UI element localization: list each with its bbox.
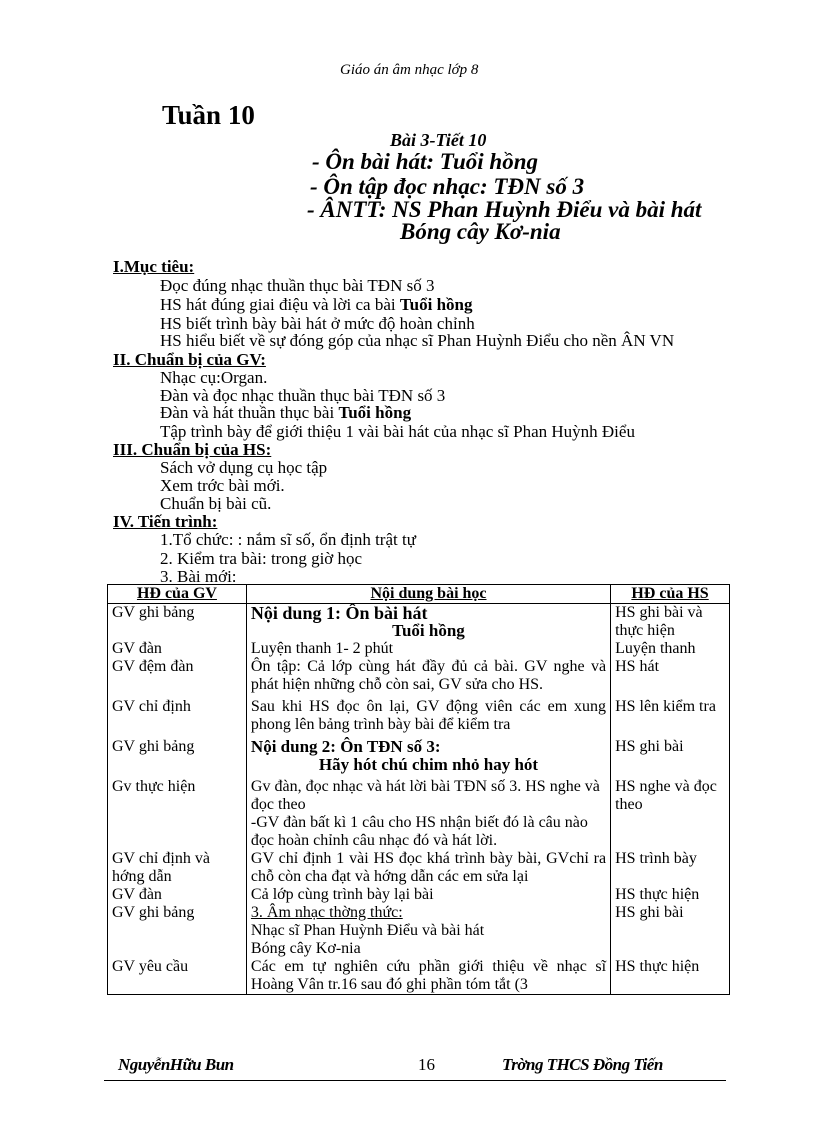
footer-school: Trờng THCS Đồng Tiến: [502, 1055, 663, 1074]
page-header: Giáo án âm nhạc lớp 8: [340, 62, 479, 78]
teacher-prep-item: Đàn và đọc nhạc thuần thục bài TĐN số 3: [160, 386, 446, 405]
section-objectives-title: I.Mục tiêu:: [113, 257, 195, 276]
table-row: [108, 694, 730, 734]
lesson-content: Luyện thanh 1- 2 phút: [246, 640, 610, 658]
table-row: [108, 658, 730, 694]
lesson-content: Gv đàn, đọc nhạc và hát lời bài TĐN số 3. HS nghe và đọc theo -GV đàn bất kì 1 câu cho HS nhận biết đó là câu nào đọc hoàn chỉnh câu nhạc đó và hát lời.: [246, 774, 610, 850]
student-activity: HS trình bày: [611, 850, 730, 886]
section-student-prep-title: III. Chuẩn bị của HS:: [113, 440, 272, 459]
student-activity: HS nghe và đọc theo: [611, 774, 730, 850]
teacher-prep-item: Đàn và hát thuần thục bài Tuổi hồng: [160, 403, 412, 422]
student-prep-item: Sách vở dụng cụ học tập: [160, 458, 328, 477]
header-lesson-content: Nội dung bài học: [246, 585, 610, 604]
table-row: [108, 958, 730, 995]
lesson-content: GV chỉ định 1 vài HS đọc khá trình bày bài, GVchỉ ra chỗ còn cha đạt và hớng dẫn các em sửa lại: [246, 850, 610, 886]
teacher-activity: Gv thực hiện: [108, 774, 247, 850]
objective-item: HS hiểu biết về sự đóng góp của nhạc sĩ Phan Huỳnh Điểu cho nền ÂN VN: [160, 331, 675, 350]
student-activity: HS lên kiểm tra: [611, 694, 730, 734]
teacher-prep-item: Nhạc cụ:Organ.: [160, 368, 268, 387]
week-title: Tuần 10: [162, 100, 255, 130]
student-activity: Luyện thanh: [611, 640, 730, 658]
lesson-content: Cả lớp cùng trình bày lại bài: [246, 886, 610, 904]
teacher-activity: GV chỉ định và hớng dẫn: [108, 850, 247, 886]
student-activity: HS ghi bài: [611, 734, 730, 774]
table-row: [108, 886, 730, 904]
lesson-plan-table: [107, 584, 730, 995]
student-activity: HS ghi bài: [611, 904, 730, 958]
lesson-line-2: - Ôn tập đọc nhạc: TĐN số 3: [310, 174, 585, 199]
footer-page-number: 16: [418, 1055, 435, 1074]
table-row: [108, 904, 730, 958]
teacher-activity: GV đàn: [108, 886, 247, 904]
footer-author: NguyễnHữu Bun: [118, 1055, 234, 1074]
lesson-line-4: Bóng cây Kơ-nia: [400, 219, 561, 244]
procedure-item: 2. Kiểm tra bài: trong giờ học: [160, 549, 363, 568]
procedure-item: 3. Bài mới:: [160, 567, 237, 586]
section-teacher-prep-title: II. Chuẩn bị của GV:: [113, 350, 266, 369]
student-activity: HS hát: [611, 658, 730, 694]
lesson-content: Sau khi HS đọc ôn lại, GV động viên các em xung phong lên bảng trình bày bài để kiểm tra: [246, 694, 610, 734]
table-row: [108, 850, 730, 886]
teacher-activity: GV yêu cầu: [108, 958, 247, 995]
lesson-content: Nội dung 1: Ôn bài hát Tuổi hồng: [246, 604, 610, 641]
header-teacher-activity: HĐ của GV: [108, 585, 247, 604]
objective-item: HS hát đúng giai điệu và lời ca bài Tuổi hồng: [160, 295, 473, 314]
lesson-line-1: - Ôn bài hát: Tuổi hồng: [312, 149, 539, 174]
table-row: [108, 604, 730, 641]
student-prep-item: Chuẩn bị bài cũ.: [160, 494, 272, 513]
teacher-activity: GV chỉ định: [108, 694, 247, 734]
footer-divider: [104, 1080, 726, 1081]
teacher-activity: GV ghi bảng: [108, 734, 247, 774]
lesson-content: Ôn tập: Cả lớp cùng hát đầy đủ cả bài. GV nghe và phát hiện những chỗ còn sai, GV sửa cho HS.: [246, 658, 610, 694]
lesson-content: Nội dung 2: Ôn TĐN số 3: Hãy hót chú chim nhỏ hay hót: [246, 734, 610, 774]
student-activity: HS thực hiện: [611, 958, 730, 995]
lesson-line-3: - ÂNTT: NS Phan Huỳnh Điểu và bài hát: [307, 197, 702, 222]
section-procedure-title: IV. Tiến trình:: [113, 512, 218, 531]
teacher-activity: GV ghi bảng: [108, 904, 247, 958]
teacher-activity: GV ghi bảng: [108, 604, 247, 641]
student-activity: HS ghi bài và thực hiện: [611, 604, 730, 641]
table-row: [108, 734, 730, 774]
lesson-content: Các em tự nghiên cứu phần giới thiệu về nhạc sĩ Hoàng Vân tr.16 sau đó ghi phần tóm tắt (3: [246, 958, 610, 995]
objective-item: HS biết trình bày bài hát ở mức độ hoàn chỉnh: [160, 314, 475, 333]
table-row: [108, 640, 730, 658]
lesson-content: 3. Âm nhạc thờng thức: Nhạc sĩ Phan Huỳnh Điểu và bài hát Bóng cây Kơ-nia: [246, 904, 610, 958]
student-prep-item: Xem trớc bài mới.: [160, 476, 285, 495]
objective-item: Đọc đúng nhạc thuần thục bài TĐN số 3: [160, 276, 435, 295]
teacher-activity: GV đệm đàn: [108, 658, 247, 694]
procedure-item: 1.Tổ chức: : nắm sĩ số, ổn định trật tự: [160, 530, 416, 549]
table-row: [108, 774, 730, 850]
lesson-number: Bài 3-Tiết 10: [390, 130, 487, 150]
table-header-row: [108, 585, 730, 604]
header-student-activity: HĐ của HS: [611, 585, 730, 604]
teacher-prep-item: Tập trình bày để giới thiệu 1 vài bài hát của nhạc sĩ Phan Huỳnh Điểu: [160, 422, 635, 441]
student-activity: HS thực hiện: [611, 886, 730, 904]
teacher-activity: GV đàn: [108, 640, 247, 658]
